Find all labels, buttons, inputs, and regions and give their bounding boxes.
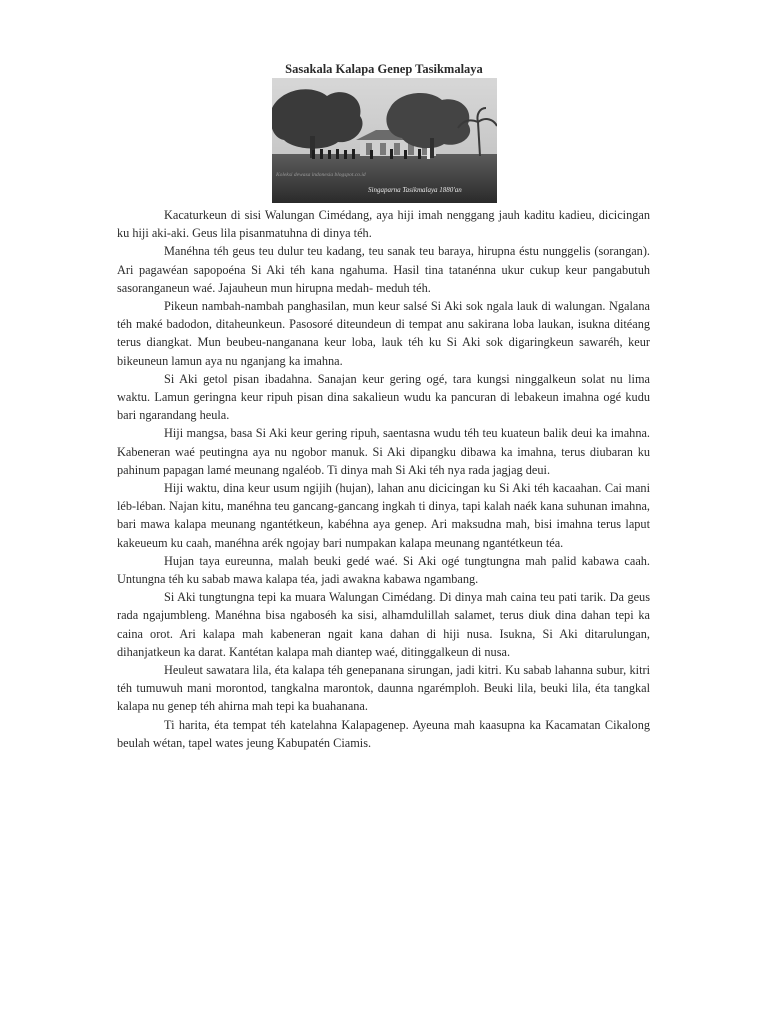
historical-photo: [272, 78, 497, 203]
photo-watermark: Koleksi dewasa indonesia blogspot.co.id: [276, 172, 366, 178]
paragraph: Heuleut sawatara lila, éta kalapa téh genepanana sirungan, jadi kitri. Ku sabab lahanna subur, kitri téh tumuwuh mani morontod, tangkalna marontok, daunna ngarémploh. Beuki lila, beuki lila, éta tangkal kalapa nu genep téh ahirna mah tepi ka buahanana.: [117, 663, 650, 714]
photo-caption: Singaparna Tasikmalaya 1880'an: [368, 186, 462, 194]
paragraph: Ti harita, éta tempat téh katelahna Kalapagenep. Ayeuna mah kaasupna ka Kacamatan Cikalong beulah wétan, tapel wates jeung Kabupatén Ciamis.: [117, 717, 650, 750]
paragraph: Kacaturkeun di sisi Walungan Cimédang, aya hiji imah nenggang jauh kaditu kadieu, dicicingan ku hiji aki-aki. Geus lila pisanmatuhna di dinya téh.: [117, 208, 650, 241]
paragraph: Si Aki getol pisan ibadahna. Sanajan keur gering ogé, tara kungsi ninggalkeun solat nu lima waktu. Lamun geringna keur ripuh pisan dina sakalieun wudu ka pancuran di lebakeun imahna ogé kudu bari ngarandang heula.: [117, 371, 650, 423]
paragraph: Pikeun nambah-nambah panghasilan, mun keur salsé Si Aki sok ngala lauk di walungan. Ngalana téh maké badodon, ditaheunkeun. Pasosoré diteundeun di tempat anu sakirana loba laukan, isukna ditéang terus diangkat. Mun beubeu-nanganana keur loba, lauk téh ku Si Aki sok digaringkeun sawaréh, keur bikeuneun lamun aya nu nganjang ka imahna.: [117, 299, 650, 368]
paragraph: Hiji mangsa, basa Si Aki keur gering ripuh, saentasna wudu téh teu kuateun balik deui ka imahna. Kabeneran waé peutingna aya nu ngobor manuk. Si Aki dipangku dibawa ka imahna, terus diubaran ku pahinum papagan lamé meunang ngaléob. Ti dinya mah Si Aki téh nya rada jagjag deui.: [117, 426, 650, 477]
page-title: Sasakala Kalapa Genep Tasikmalaya: [285, 62, 483, 76]
paragraph: Manéhna téh geus teu dulur teu kadang, teu sanak teu baraya, hirupna éstu nunggelis (sorangan). Ari pagawéan sapopoéna Si Aki téh kana ngahuma. Hasil tina tatanénna ukur cukup keur pangabutuh sasoranganeun waé. Jajauheun mun hirupna medah- meduh téh.: [117, 244, 650, 295]
story-body: [117, 206, 650, 752]
paragraph: Hujan taya eureunna, malah beuki gedé waé. Si Aki ogé tungtungna mah palid kabawa caah. Untungna téh ku sabab mawa kalapa téa, jadi awakna kabawa ngambang.: [117, 553, 650, 587]
paragraph: Hiji waktu, dina keur usum ngijih (hujan), lahan anu dicicingan ku Si Aki téh kacaahan. Cai mani léb-léban. Najan kitu, manéhna teu gancang-gancang ingkah ti dinya, tapi kalah naék kana suhunan imahna, bari mawa kalapa meunang ngantétkeun, kabéhna aya genep. Ari maksudna mah, bisi imahna terus laput kakeueum ku caah, manéhna arék ngojay bari numpakan kalapa meunang ngantétkeun téa.: [117, 481, 650, 550]
paragraph: Si Aki tungtungna tepi ka muara Walungan Cimédang. Di dinya mah caina teu pati tarik. Da geus rada ngajumbleng. Manéhna bisa ngaboséh ka sisi, alhamdulillah salamet, terus diuk dina dahan tepi ka caina orot. Ari kalapa mah kabeneran ngait kana dahan di hiji nusa. Isukna, Si Aki ditarulungan, dihanjatkeun ka darat. Kantétan kalapa mah diantep waé, ditinggalkeun di nusa.: [117, 590, 650, 659]
